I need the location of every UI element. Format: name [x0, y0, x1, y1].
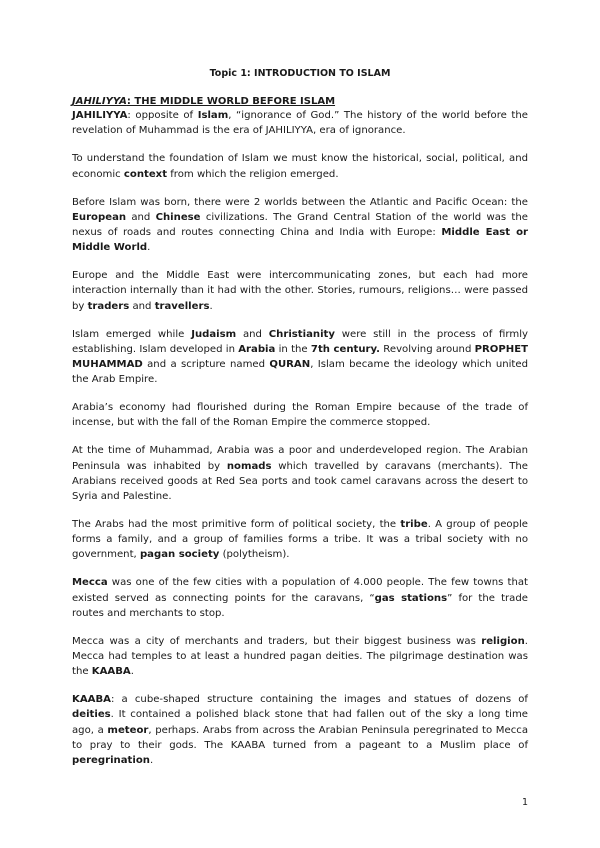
bold-term: tribe: [400, 519, 428, 531]
bold-term: pagan society: [139, 549, 220, 561]
paragraph: [72, 108, 528, 138]
bold-term: deities: [72, 709, 111, 721]
bold-term: Mecca: [72, 577, 108, 589]
text-run: . A group of people forms a family, and a group of families forms a tribe. It was a tribal society with no government,: [72, 519, 528, 561]
bold-term: European: [72, 211, 127, 223]
text-run: : a cube-shaped structure containing the images and statues of dozens of: [110, 694, 528, 706]
text-run: To understand the foundation of Islam we must know the historical, social, political, and economic: [72, 153, 528, 180]
bold-term: gas stations: [374, 592, 448, 604]
section-heading-term: JAHILIYYA: [72, 96, 127, 108]
page-title: Topic 1: INTRODUCTION TO ISLAM: [209, 68, 391, 79]
paragraph: [72, 327, 528, 388]
paragraph: [72, 692, 528, 768]
text-run: Before Islam was born, there were 2 worlds between the Atlantic and Pacific Ocean: the: [72, 196, 528, 208]
text-run: The Arabs had the most primitive form of political society, the: [72, 519, 401, 531]
text-run: . Mecca had temples to at least a hundred pagan deities. The pilgrimage destination was the: [72, 635, 528, 678]
bold-term: QURAN: [269, 359, 311, 371]
text-run: . It contained a polished black stone that had fallen out of the sky a long time ago, a: [72, 709, 528, 736]
text-run: Europe and the Middle East were intercommunicating zones, but each had more interaction internally than it had with the other. Stories, rumours, religions… were passed by: [72, 270, 528, 312]
text-run: Revolving around: [380, 343, 475, 355]
text-run: , Islam became the ideology which united the Arab Empire.: [72, 359, 529, 386]
paragraph: [72, 575, 528, 621]
text-run: .: [130, 666, 134, 678]
bold-term: Middle East or Middle World: [72, 227, 528, 254]
section-heading-rest: : THE MIDDLE WORLD BEFORE ISLAM: [126, 96, 336, 108]
text-run: which travelled by caravans (merchants). The Arabians received goods at Red Sea ports and took camel caravans across the desert to Syria and Palestine.: [72, 460, 528, 503]
text-run: in the: [275, 343, 311, 355]
bold-term: Judaism: [191, 328, 237, 340]
text-run: and: [129, 300, 155, 312]
text-run: (polytheism).: [219, 549, 290, 561]
section-heading: [72, 95, 528, 108]
bold-term: KAABA: [72, 694, 111, 706]
text-run: : opposite of: [127, 110, 198, 122]
bold-term: Christianity: [268, 328, 335, 340]
bold-term: KAABA: [91, 666, 131, 678]
text-run: from which the religion emerged.: [167, 168, 339, 180]
bold-term: religion: [481, 635, 525, 647]
text-run: Mecca was a city of merchants and traders, but their biggest business was: [72, 635, 482, 647]
text-run: were still in the process of firmly establishing. Islam developed in: [72, 328, 528, 355]
text-run: .: [209, 300, 213, 312]
paragraph: [72, 151, 528, 181]
paragraph: [72, 517, 528, 563]
text-run: and a scripture named: [142, 359, 270, 371]
text-run: .: [147, 242, 151, 254]
bold-term: meteor: [107, 724, 149, 736]
text-run: At the time of Muhammad, Arabia was a poor and underdeveloped region. The Arabian Peninsula was inhabited by: [72, 445, 528, 472]
text-run: ” for the trade routes and merchants to stop.: [72, 592, 528, 619]
bold-term: Arabia: [238, 343, 276, 355]
text-run: , “ignorance of God.” The history of the world before the revelation of Muhammad is the era of JAHILIYYA, era of ignorance.: [72, 110, 528, 137]
bold-term: peregrination: [72, 755, 150, 767]
bold-term: JAHILIYYA: [72, 110, 128, 122]
text-run: and: [236, 328, 269, 340]
paragraph: [72, 195, 528, 256]
bold-term: nomads: [226, 460, 272, 472]
bold-term: 7th century.: [310, 343, 381, 355]
paragraph: [72, 443, 528, 504]
paragraph: [72, 268, 528, 314]
bold-term: Islam: [197, 110, 229, 122]
bold-term: traders: [87, 300, 130, 312]
page-content: [72, 66, 528, 768]
paragraph: [72, 400, 528, 430]
text-run: Arabia’s economy had flourished during the Roman Empire because of the trade of incense, but with the fall of the Roman Empire the commerce stopped.: [72, 402, 528, 429]
text-run: civilizations. The Grand Central Station of the world was the nexus of roads and routes connecting China and India with Europe:: [72, 211, 528, 239]
body-text: [72, 108, 528, 768]
paragraph: [72, 634, 528, 680]
bold-term: Chinese: [155, 211, 201, 223]
text-run: Islam emerged while: [72, 328, 192, 340]
bold-term: context: [123, 168, 168, 180]
text-run: , perhaps. Arabs from across the Arabian Peninsula peregrinated to Mecca to pray to their gods. The KAABA turned from a pageant to a Muslim place of: [72, 724, 528, 751]
bold-term: travellers: [154, 300, 210, 312]
text-run: and: [126, 211, 156, 223]
text-run: was one of the few cities with a population of 4.000 people. The few towns that existed served as connecting points for the caravans, “: [72, 577, 528, 604]
bold-term: PROPHET MUHAMMAD: [72, 343, 529, 371]
page-number: 1: [521, 797, 528, 808]
text-run: .: [149, 755, 154, 767]
